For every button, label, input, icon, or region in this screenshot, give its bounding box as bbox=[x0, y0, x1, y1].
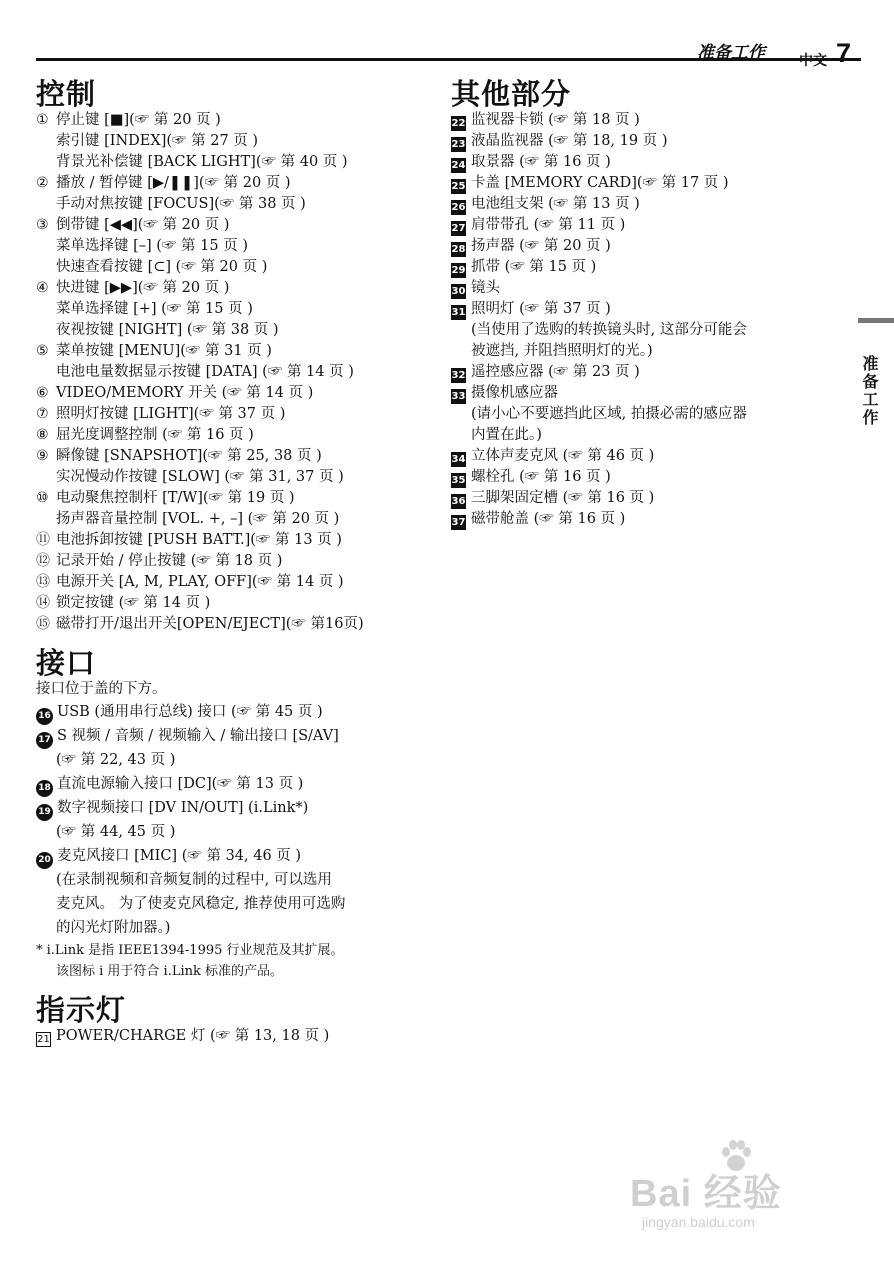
list-item bbox=[36, 362, 436, 383]
controls-list bbox=[36, 110, 436, 635]
page-number: 7 bbox=[836, 38, 852, 68]
item-marker: 31 bbox=[451, 307, 466, 318]
list-item bbox=[36, 215, 436, 236]
item-text: 液晶监视器 (☞ 第 18, 19 页 ) bbox=[471, 133, 668, 149]
list-item bbox=[451, 110, 851, 131]
list-item bbox=[36, 772, 436, 796]
item-text: 记录开始 / 停止按键 (☞ 第 18 页 ) bbox=[56, 553, 283, 569]
item-text: (当使用了选购的转换镜头时, 这部分可能会 bbox=[471, 322, 747, 338]
item-text: 快速查看按键 [⊂] (☞ 第 20 页 ) bbox=[56, 259, 268, 275]
item-marker: ⑤ bbox=[36, 343, 49, 359]
item-marker: 30 bbox=[451, 286, 466, 297]
other-parts-list bbox=[451, 110, 851, 530]
list-item bbox=[36, 916, 436, 940]
item-text: POWER/CHARGE 灯 (☞ 第 13, 18 页 ) bbox=[56, 1028, 330, 1044]
left-column bbox=[36, 78, 436, 1047]
item-text: 的闪光灯附加器。) bbox=[56, 920, 171, 936]
footnote-line: 该图标 i 用于符合 i.Link 标准的产品。 bbox=[56, 964, 284, 979]
list-item bbox=[36, 614, 436, 635]
list-item bbox=[36, 509, 436, 530]
list-item bbox=[36, 892, 436, 916]
item-marker: 36 bbox=[451, 496, 466, 507]
item-text: 索引键 [INDEX](☞ 第 27 页 ) bbox=[56, 133, 259, 149]
item-text: 电池拆卸按键 [PUSH BATT.](☞ 第 13 页 ) bbox=[56, 532, 342, 548]
item-marker: 35 bbox=[451, 475, 466, 486]
list-item bbox=[451, 341, 851, 362]
list-item bbox=[36, 467, 436, 488]
connectors-list bbox=[36, 700, 436, 940]
item-text: 磁带舱盖 (☞ 第 16 页 ) bbox=[471, 511, 626, 527]
item-marker: ⑦ bbox=[36, 406, 49, 422]
item-text: 菜单按键 [MENU](☞ 第 31 页 ) bbox=[56, 343, 272, 359]
item-marker: ⑭ bbox=[36, 595, 50, 611]
header-section-title: 准备工作 bbox=[697, 43, 765, 63]
item-text: 内置在此。) bbox=[471, 427, 542, 443]
list-item bbox=[36, 257, 436, 278]
item-text: 被遮挡, 并阻挡照明灯的光。) bbox=[471, 343, 653, 359]
item-marker: 34 bbox=[451, 454, 466, 465]
side-tab-bar bbox=[858, 318, 894, 323]
footnote-line: * i.Link 是指 IEEE1394-1995 行业规范及其扩展。 bbox=[36, 943, 344, 958]
item-text: 数字视频接口 [DV IN/OUT] (i.Link*) bbox=[57, 800, 309, 816]
list-item bbox=[36, 404, 436, 425]
item-marker: 27 bbox=[451, 223, 466, 234]
list-item bbox=[36, 425, 436, 446]
item-text: VIDEO/MEMORY 开关 (☞ 第 14 页 ) bbox=[56, 385, 314, 401]
list-item bbox=[36, 700, 436, 724]
list-item bbox=[36, 278, 436, 299]
item-marker: 24 bbox=[451, 160, 466, 171]
item-marker: ② bbox=[36, 175, 49, 191]
item-marker: ⑨ bbox=[36, 448, 49, 464]
item-text: 遥控感应器 (☞ 第 23 页 ) bbox=[471, 364, 640, 380]
list-item bbox=[36, 530, 436, 551]
item-text: S 视频 / 音频 / 视频输入 / 输出接口 [S/AV] bbox=[57, 728, 339, 744]
list-item bbox=[451, 131, 851, 152]
item-text: 取景器 (☞ 第 16 页 ) bbox=[471, 154, 611, 170]
item-text: 屈光度调整控制 (☞ 第 16 页 ) bbox=[56, 427, 254, 443]
list-item bbox=[36, 488, 436, 509]
item-text: 快进键 [▶▶](☞ 第 20 页 ) bbox=[56, 280, 230, 296]
item-text: 照明灯按键 [LIGHT](☞ 第 37 页 ) bbox=[56, 406, 286, 422]
list-item bbox=[36, 446, 436, 467]
item-marker: 23 bbox=[451, 139, 466, 150]
item-marker: 33 bbox=[451, 391, 466, 402]
list-item bbox=[36, 383, 436, 404]
item-text: 播放 / 暂停键 [▶/❚❚](☞ 第 20 页 ) bbox=[56, 175, 291, 191]
list-item bbox=[451, 194, 851, 215]
item-text: 麦克风。 为了使麦克风稳定, 推荐使用可选购 bbox=[56, 896, 346, 912]
list-item bbox=[451, 173, 851, 194]
list-item bbox=[451, 467, 851, 488]
list-item bbox=[36, 299, 436, 320]
item-text: 电源开关 [A, M, PLAY, OFF](☞ 第 14 页 ) bbox=[56, 574, 344, 590]
item-text: 扬声器音量控制 [VOL. +, –] (☞ 第 20 页 ) bbox=[56, 511, 340, 527]
right-column bbox=[451, 78, 851, 530]
item-text: 电池组支架 (☞ 第 13 页 ) bbox=[471, 196, 640, 212]
item-text: 电池电量数据显示按键 [DATA] (☞ 第 14 页 ) bbox=[56, 364, 354, 380]
item-text: 抓带 (☞ 第 15 页 ) bbox=[471, 259, 597, 275]
list-item bbox=[36, 152, 436, 173]
list-item bbox=[36, 748, 436, 772]
list-item bbox=[451, 362, 851, 383]
controls-title: 控制 bbox=[36, 77, 97, 111]
item-text: 监视器卡锁 (☞ 第 18 页 ) bbox=[471, 112, 640, 128]
list-item bbox=[451, 257, 851, 278]
list-item bbox=[451, 425, 851, 446]
item-marker: 17 bbox=[36, 732, 53, 749]
item-text: 立体声麦克风 (☞ 第 46 页 ) bbox=[471, 448, 655, 464]
item-text: 实况慢动作按键 [SLOW] (☞ 第 31, 37 页 ) bbox=[56, 469, 344, 485]
item-text: 摄像机感应器 bbox=[471, 385, 558, 401]
item-marker: ④ bbox=[36, 280, 49, 296]
item-text: (☞ 第 22, 43 页 ) bbox=[56, 752, 176, 768]
list-item bbox=[36, 110, 436, 131]
item-text: (在录制视频和音频复制的过程中, 可以选用 bbox=[56, 872, 332, 888]
item-text: 卡盖 [MEMORY CARD](☞ 第 17 页 ) bbox=[471, 175, 729, 191]
item-text: 菜单选择键 [+] (☞ 第 15 页 ) bbox=[56, 301, 253, 317]
item-marker: 22 bbox=[451, 118, 466, 129]
list-item bbox=[451, 446, 851, 467]
list-item bbox=[36, 341, 436, 362]
item-marker: 20 bbox=[36, 852, 53, 869]
item-marker: ⑫ bbox=[36, 553, 50, 569]
list-item bbox=[36, 194, 436, 215]
watermark-brand: Bai 经验 bbox=[630, 1173, 782, 1215]
item-marker: ⑬ bbox=[36, 574, 50, 590]
list-item bbox=[36, 868, 436, 892]
item-text: 电动聚焦控制杆 [T/W](☞ 第 19 页 ) bbox=[56, 490, 295, 506]
list-item bbox=[451, 299, 851, 320]
connectors-title: 接口 bbox=[36, 646, 97, 680]
item-marker: ⑮ bbox=[36, 616, 50, 632]
list-item bbox=[36, 796, 436, 820]
list-item bbox=[36, 844, 436, 868]
item-text: 磁带打开/退出开关[OPEN/EJECT](☞ 第16页) bbox=[56, 616, 364, 632]
item-text: 麦克风接口 [MIC] (☞ 第 34, 46 页 ) bbox=[57, 848, 302, 864]
item-text: 肩带带孔 (☞ 第 11 页 ) bbox=[471, 217, 626, 233]
list-item bbox=[451, 152, 851, 173]
list-item bbox=[451, 383, 851, 404]
item-text: 手动对焦按键 [FOCUS](☞ 第 38 页 ) bbox=[56, 196, 306, 212]
item-text: 三脚架固定槽 (☞ 第 16 页 ) bbox=[471, 490, 655, 506]
list-item bbox=[451, 404, 851, 425]
item-text: 照明灯 (☞ 第 37 页 ) bbox=[471, 301, 611, 317]
item-marker: 25 bbox=[451, 181, 466, 192]
item-text: 直流电源输入接口 [DC](☞ 第 13 页 ) bbox=[57, 776, 304, 792]
item-text: 螺栓孔 (☞ 第 16 页 ) bbox=[471, 469, 611, 485]
list-item bbox=[36, 236, 436, 257]
list-item bbox=[451, 236, 851, 257]
item-marker: 18 bbox=[36, 780, 53, 797]
item-marker: ⑥ bbox=[36, 385, 49, 401]
list-item bbox=[451, 509, 851, 530]
item-text: USB (通用串行总线) 接口 (☞ 第 45 页 ) bbox=[57, 704, 323, 720]
list-item bbox=[36, 131, 436, 152]
item-text: 瞬像键 [SNAPSHOT](☞ 第 25, 38 页 ) bbox=[56, 448, 322, 464]
header-language: 中文 bbox=[799, 53, 827, 69]
item-text: (请小心不要遮挡此区域, 拍摄必需的感应器 bbox=[471, 406, 747, 422]
item-text: 菜单选择键 [–] (☞ 第 15 页 ) bbox=[56, 238, 248, 254]
list-item bbox=[36, 572, 436, 593]
connectors-intro: 接口位于盖的下方。 bbox=[36, 681, 167, 697]
list-item bbox=[36, 320, 436, 341]
item-text: 锁定按键 (☞ 第 14 页 ) bbox=[56, 595, 211, 611]
other-parts-title: 其他部分 bbox=[451, 77, 572, 111]
list-item bbox=[451, 278, 851, 299]
item-text: 扬声器 (☞ 第 20 页 ) bbox=[471, 238, 611, 254]
list-item bbox=[36, 173, 436, 194]
item-marker: ⑧ bbox=[36, 427, 49, 443]
item-marker: 37 bbox=[451, 517, 466, 528]
list-item bbox=[36, 820, 436, 844]
item-marker: 29 bbox=[451, 265, 466, 276]
watermark-url: jingyan.baidu.com bbox=[642, 1214, 755, 1230]
item-marker: 26 bbox=[451, 202, 466, 213]
item-marker: ① bbox=[36, 112, 49, 128]
list-item bbox=[451, 215, 851, 236]
item-marker: 16 bbox=[36, 708, 53, 725]
item-marker: ⑪ bbox=[36, 532, 50, 548]
side-tab-label: 准备工作 bbox=[860, 355, 879, 427]
item-text: 镜头 bbox=[471, 280, 500, 296]
item-number-box: 21 bbox=[37, 1034, 50, 1045]
item-marker: 28 bbox=[451, 244, 466, 255]
list-item bbox=[36, 593, 436, 614]
watermark bbox=[630, 1132, 860, 1232]
item-text: (☞ 第 44, 45 页 ) bbox=[56, 824, 176, 840]
item-marker: ③ bbox=[36, 217, 49, 233]
item-text: 夜视按键 [NIGHT] (☞ 第 38 页 ) bbox=[56, 322, 279, 338]
item-marker: ⑩ bbox=[36, 490, 49, 506]
item-text: 背景光补偿键 [BACK LIGHT](☞ 第 40 页 ) bbox=[56, 154, 348, 170]
item-text: 停止键 [■](☞ 第 20 页 ) bbox=[56, 112, 221, 128]
item-marker: 32 bbox=[451, 370, 466, 381]
item-text: 倒带键 [◀◀](☞ 第 20 页 ) bbox=[56, 217, 230, 233]
indicator-title: 指示灯 bbox=[36, 993, 127, 1027]
item-marker: 19 bbox=[36, 804, 53, 821]
list-item bbox=[36, 724, 436, 748]
list-item bbox=[451, 488, 851, 509]
list-item bbox=[451, 320, 851, 341]
list-item bbox=[36, 551, 436, 572]
indicator-item bbox=[36, 1026, 436, 1047]
